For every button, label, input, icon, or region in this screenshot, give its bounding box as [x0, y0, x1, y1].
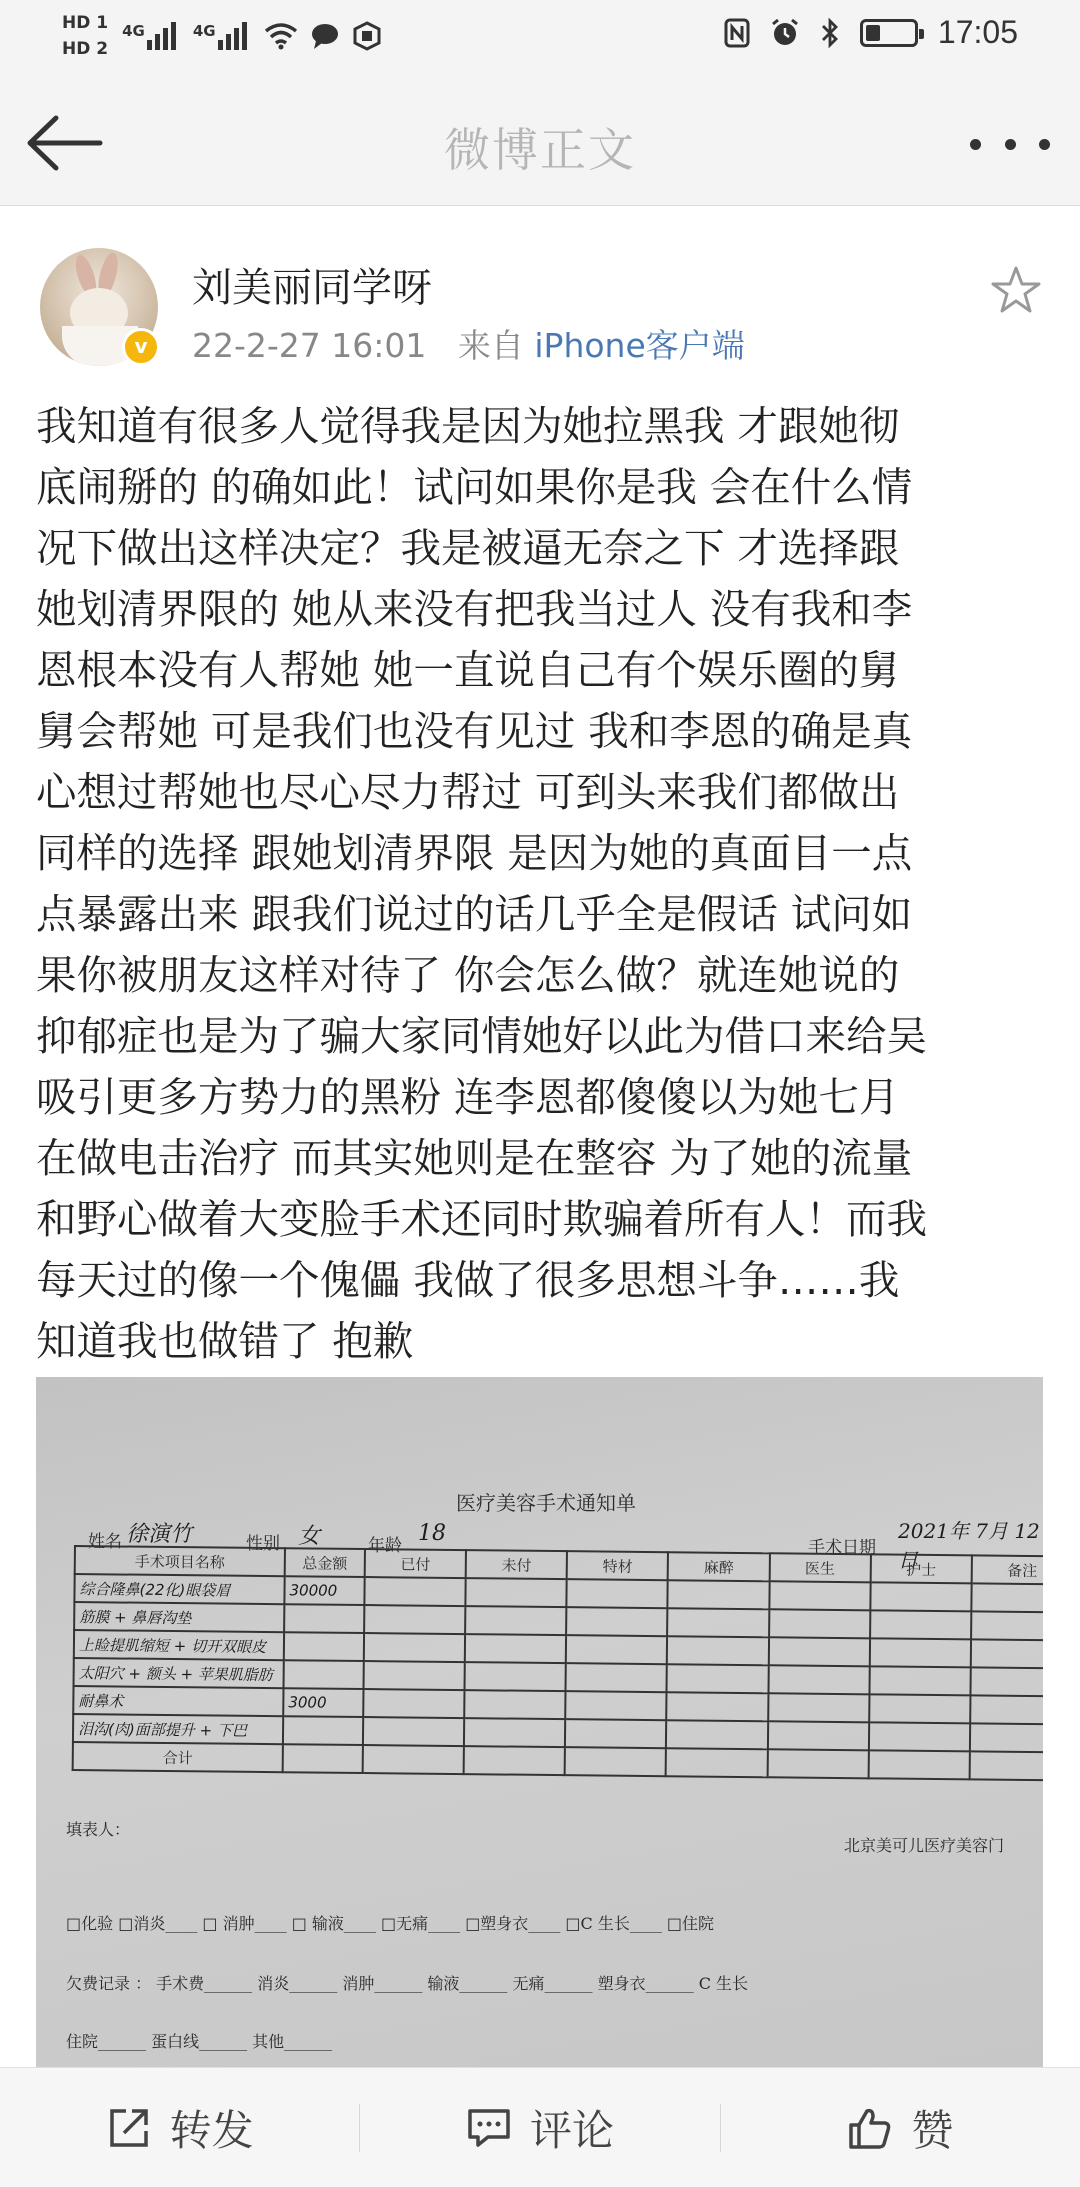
form-amount-cell: 30000 — [284, 1576, 364, 1605]
form-item-cell: 耐鼻术 — [73, 1686, 283, 1716]
status-time: 17:05 — [937, 14, 1018, 50]
form-empty-cell — [869, 1638, 970, 1667]
footer-line-2: 欠费记录 ： 手术费______ 消炎______ 消肿______ 输液______ 无痛______ 塑身衣______ C 生长 — [66, 1974, 749, 1993]
form-empty-cell — [566, 1663, 667, 1692]
form-column-header: 手术项目名称 — [75, 1546, 285, 1576]
form-empty-cell — [363, 1717, 464, 1746]
clinic-name: 北京美可儿医疗美容门 — [844, 1836, 1005, 1855]
form-empty-cell — [565, 1747, 666, 1776]
action-bar — [0, 2067, 1080, 2187]
form-column-header: 麻醉 — [668, 1552, 769, 1581]
form-empty-cell — [565, 1719, 666, 1748]
form-empty-cell — [971, 1639, 1043, 1668]
post-source[interactable]: iPhone客户端 — [534, 326, 745, 365]
battery-icon — [860, 19, 918, 47]
hd2-label: HD 2 — [62, 39, 109, 59]
comment-button[interactable] — [360, 2068, 719, 2187]
more-dots-icon — [970, 139, 981, 150]
footer-line-3: 住院______ 蛋白线______ 其他______ — [66, 2032, 333, 2051]
page-title: 微博正文 — [444, 123, 636, 177]
form-empty-cell — [363, 1689, 464, 1718]
form-column-header: 未付 — [466, 1550, 567, 1579]
like-button[interactable] — [721, 2068, 1080, 2187]
thumbs-up-icon — [847, 2105, 893, 2151]
form-empty-cell — [767, 1721, 868, 1750]
form-empty-cell — [464, 1718, 565, 1747]
form-empty-cell — [466, 1578, 567, 1607]
wifi-icon — [264, 22, 298, 50]
sex-value: 女 — [298, 1524, 321, 1549]
form-item-cell: 太阳穴 + 额头 + 苹果肌脂肪 — [74, 1658, 284, 1688]
favorite-button[interactable] — [988, 262, 1044, 318]
source-prefix: 来自 — [457, 326, 524, 365]
star-icon — [988, 262, 1044, 318]
form-empty-cell — [567, 1579, 668, 1608]
form-empty-cell — [868, 1750, 969, 1779]
form-empty-cell — [566, 1635, 667, 1664]
form-empty-cell — [364, 1633, 465, 1662]
post-author — [36, 236, 1044, 376]
form-empty-cell — [970, 1667, 1043, 1696]
form-column-header: 医生 — [769, 1553, 870, 1582]
surgery-notice-form — [36, 1377, 1043, 2067]
date-value: 2021年 7月 12日 — [898, 1519, 1040, 1572]
form-empty-cell — [971, 1583, 1043, 1612]
form-empty-cell — [465, 1606, 566, 1635]
form-total-label: 合计 — [73, 1742, 283, 1772]
form-item-cell: 泪沟(肉)面部提升 + 下巴 — [73, 1714, 283, 1744]
form-item-cell: 筋膜 + 鼻唇沟垫 — [74, 1602, 284, 1632]
comment-icon — [466, 2105, 512, 2151]
nfc-icon — [724, 18, 750, 48]
message-icon — [310, 22, 340, 50]
form-column-header: 备注 — [971, 1555, 1043, 1584]
form-empty-cell — [363, 1745, 464, 1774]
footer-line-1: □化验 □消炎____ □ 消肿____ □ 输液____ □无痛____ □塑身衣____ □C 生长____ □住院 — [66, 1914, 715, 1933]
form-empty-cell — [768, 1665, 869, 1694]
username[interactable]: 刘美丽同学呀 — [192, 265, 432, 311]
post-timestamp: 22-2-27 16:01 — [192, 326, 427, 365]
form-empty-cell — [667, 1636, 768, 1665]
form-title: 医疗美容手术通知单 — [456, 1491, 636, 1515]
comment-label: 评论 — [529, 2105, 614, 2155]
form-empty-cell — [283, 1744, 363, 1773]
form-empty-cell — [768, 1637, 869, 1666]
form-empty-cell — [667, 1692, 768, 1721]
form-empty-cell — [666, 1748, 767, 1777]
form-empty-cell — [364, 1661, 465, 1690]
form-empty-cell — [668, 1580, 769, 1609]
post-meta — [192, 320, 745, 367]
like-label: 赞 — [911, 2105, 954, 2155]
form-table — [72, 1545, 1043, 1781]
form-empty-cell — [364, 1605, 465, 1634]
network-type-2: 4G — [192, 22, 216, 40]
filler-label: 填表人： — [66, 1820, 131, 1839]
signal-icon — [122, 22, 179, 50]
form-empty-cell — [869, 1694, 970, 1723]
repost-label: 转发 — [169, 2105, 254, 2155]
signal-icon-2 — [193, 22, 250, 50]
form-column-header: 护士 — [870, 1554, 971, 1583]
form-amount-cell — [284, 1604, 364, 1633]
form-empty-cell — [565, 1691, 666, 1720]
share-icon — [106, 2105, 152, 2151]
date-label: 手术日期 — [808, 1538, 876, 1558]
form-empty-cell — [464, 1746, 565, 1775]
form-empty-cell — [566, 1607, 667, 1636]
verified-badge-icon: v — [122, 328, 160, 366]
form-empty-cell — [465, 1634, 566, 1663]
form-empty-cell — [667, 1608, 768, 1637]
form-amount-cell — [284, 1660, 364, 1689]
form-column-header: 已付 — [365, 1549, 466, 1578]
network-type-1: 4G — [122, 22, 145, 40]
bluetooth-icon — [820, 17, 840, 49]
alarm-icon — [770, 18, 800, 48]
form-empty-cell — [869, 1722, 970, 1751]
sex-label: 性别 — [246, 1534, 280, 1554]
form-empty-cell — [970, 1695, 1043, 1724]
age-label: 年龄 — [368, 1536, 402, 1556]
form-column-header: 总金额 — [285, 1548, 365, 1577]
form-empty-cell — [870, 1610, 971, 1639]
form-amount-cell — [283, 1716, 363, 1745]
form-item-cell: 综合隆鼻(22化)眼袋眉 — [74, 1574, 284, 1604]
name-label: 姓名 — [88, 1532, 122, 1552]
form-empty-cell — [769, 1581, 870, 1610]
form-amount-cell: 3000 — [283, 1688, 363, 1717]
post-image[interactable] — [36, 1377, 1043, 2067]
hd-indicator — [62, 10, 108, 62]
form-amount-cell — [284, 1632, 364, 1661]
post-content: 我知道有很多人觉得我是因为她拉黑我 才跟她彻 底闹掰的 的确如此！试问如果你是我 会在什么情 况下做出这样决定？我是被逼无奈之下 才选择跟 她划清界限的 她从来没有把我当过人 没有我和李 恩根本没有人帮她 她一直说自己有个娱乐圈的舅 舅会帮她 可是我们也没有见过 我和李恩的确是真 心想过帮她也尽心尽力帮过 可到头来我们都做出 同样的选择 跟她划清界限 是因为她的真面目一点 点暴露出来 跟我们说过的话几乎全是假话 试问如 果你被朋友这样对待了 你会怎么做？就连她说的 抑郁症也是为了骗大家同情她好以此为借口来给吴 吸引更多方势力的黑粉 连李恩都傻傻以为她七月 在做电击治疗 而其实她则是在整容 为了她的流量 和野心做着大变脸手术还同时欺骗着所有人！而我 每天过的像一个傀儡 我做了很多思想斗争……我 知道我也做错了 抱歉 — [36, 402, 927, 1365]
form-column-header: 特材 — [567, 1551, 668, 1580]
name-value: 徐演竹 — [126, 1522, 193, 1547]
age-value: 18 — [418, 1521, 446, 1546]
app-notification-icon — [352, 21, 382, 51]
form-item-cell: 上睑提肌缩短 + 切开双眼皮 — [74, 1630, 284, 1660]
form-empty-cell — [364, 1577, 465, 1606]
hd1-label: HD 1 — [62, 13, 109, 33]
form-empty-cell — [464, 1690, 565, 1719]
form-empty-cell — [465, 1662, 566, 1691]
nav-header — [0, 78, 1080, 206]
form-empty-cell — [971, 1611, 1043, 1640]
status-bar — [0, 0, 1080, 78]
form-empty-cell — [767, 1749, 868, 1778]
form-empty-cell — [667, 1664, 768, 1693]
form-empty-cell — [970, 1723, 1043, 1752]
form-empty-cell — [666, 1720, 767, 1749]
form-empty-cell — [869, 1666, 970, 1695]
form-empty-cell — [769, 1609, 870, 1638]
more-button[interactable] — [970, 124, 1050, 164]
repost-button[interactable] — [0, 2068, 359, 2187]
form-empty-cell — [969, 1751, 1043, 1780]
form-empty-cell — [768, 1693, 869, 1722]
form-empty-cell — [870, 1582, 971, 1611]
